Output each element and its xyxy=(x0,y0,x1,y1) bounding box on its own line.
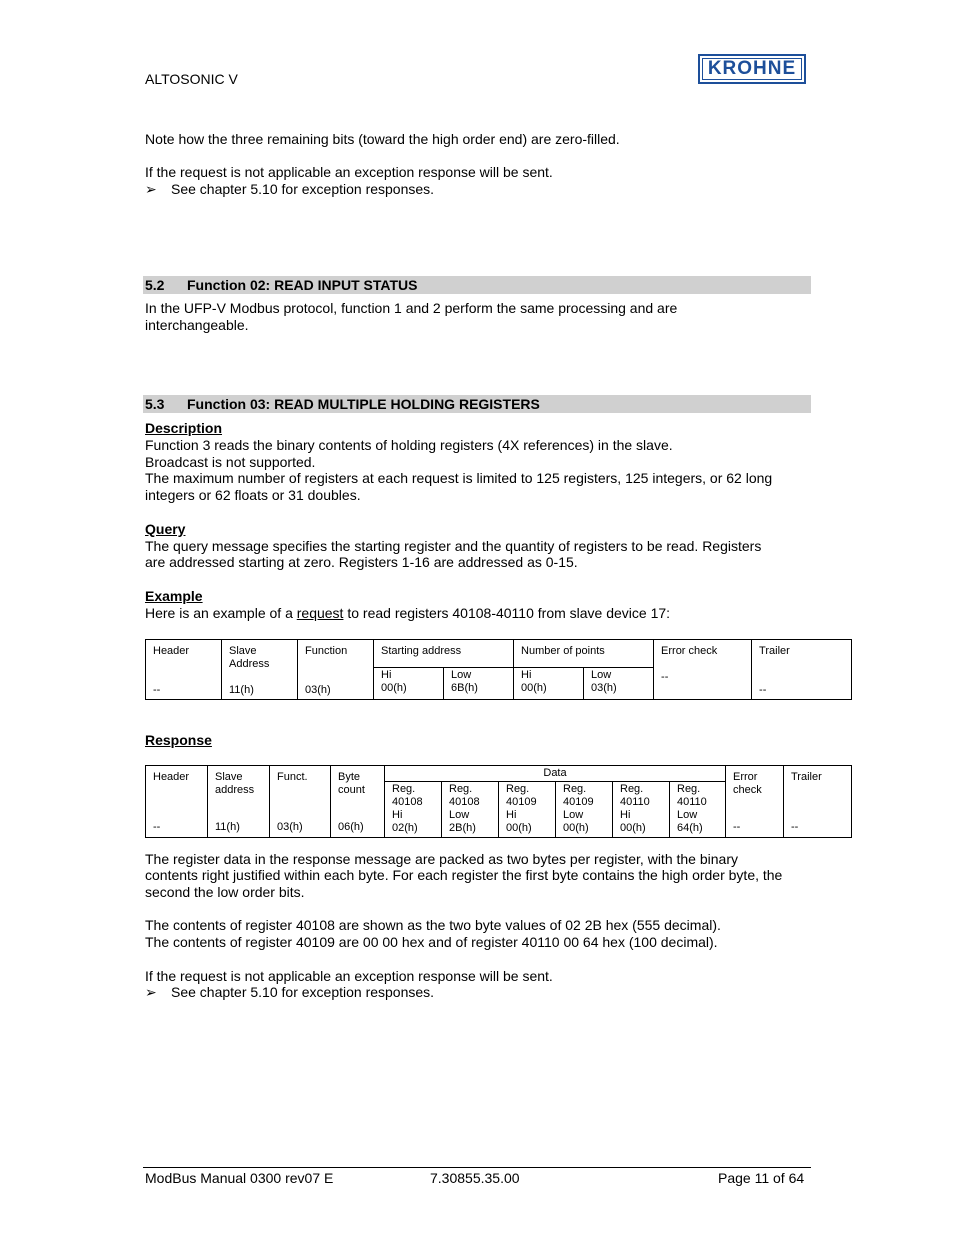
cell-label: Low xyxy=(591,669,612,681)
cell-value: 6B(h) xyxy=(451,682,478,694)
cell-value: -- xyxy=(153,684,161,696)
cell-line: 40109 xyxy=(563,796,594,808)
response-data-cell xyxy=(499,782,556,838)
cell-line: Low xyxy=(677,809,698,821)
section-5-2-line-1: In the UFP-V Modbus protocol, function 1 and 2 perform the same processing and are xyxy=(145,300,678,316)
cell-label: address xyxy=(215,784,255,796)
section-number: 5.2 xyxy=(145,277,165,293)
cell-value: -- xyxy=(759,684,767,696)
query-line-2: are addressed starting at zero. Registers 1-16 are addressed as 0-15. xyxy=(145,554,578,570)
cell-line: 64(h) xyxy=(677,822,703,834)
response-data-header-cell: Data xyxy=(385,766,726,782)
cell-label: Function xyxy=(305,645,348,657)
cell-line: Reg. xyxy=(449,783,473,795)
packing-line-3: second the low order bits. xyxy=(145,884,305,900)
contents-line-2: The contents of register 40109 are 00 00 hex and of register 40110 00 64 hex (100 decimal). xyxy=(145,934,718,950)
query-start-hi-cell xyxy=(374,668,444,700)
response-trailer-cell xyxy=(784,766,852,838)
intro-bullet-text: See chapter 5.10 for exception responses. xyxy=(171,181,435,197)
cell-label: Error check xyxy=(661,645,718,657)
document-title: ALTOSONIC V xyxy=(145,71,238,87)
query-start-low-cell xyxy=(444,668,514,700)
query-number-of-points-cell: Number of points xyxy=(514,640,654,668)
query-error-check-cell xyxy=(654,640,752,700)
section-title: Function 02: READ INPUT STATUS xyxy=(187,277,418,293)
cell-line: Low xyxy=(449,809,470,821)
cell-label: Hi xyxy=(521,669,532,681)
arrow-bullet-icon: ➢ xyxy=(145,984,157,1000)
description-line-4: integers or 62 floats or 31 doubles. xyxy=(145,487,361,503)
section-5-2-heading xyxy=(143,276,811,294)
cell-line: Low xyxy=(563,809,584,821)
cell-line: Reg. xyxy=(563,783,587,795)
cell-line: 40109 xyxy=(506,796,537,808)
response-byte-count-cell xyxy=(331,766,385,838)
request-link[interactable]: request xyxy=(296,605,344,621)
cell-label: Hi xyxy=(381,669,392,681)
response-table xyxy=(145,765,852,838)
cell-line: Reg. xyxy=(392,783,416,795)
example-text-post: to read registers 40108-40110 from slave device 17: xyxy=(343,605,671,621)
example-text-pre: Here is an example of a xyxy=(145,605,297,621)
cell-label: Trailer xyxy=(759,645,790,657)
exception-line: If the request is not applicable an exception response will be sent. xyxy=(145,968,553,984)
query-points-low-cell xyxy=(584,668,654,700)
example-heading: Example xyxy=(145,588,203,604)
cell-label: check xyxy=(733,784,762,796)
response-data-cell xyxy=(670,782,726,838)
query-trailer-cell xyxy=(752,640,852,700)
cell-label: Header xyxy=(153,645,190,657)
cell-label: Header xyxy=(153,771,190,783)
response-funct-cell xyxy=(270,766,331,838)
cell-line: 40108 xyxy=(392,796,423,808)
cell-line: 2B(h) xyxy=(449,822,476,834)
footer-page-number: Page 11 of 64 xyxy=(718,1170,805,1186)
cell-value: 00(h) xyxy=(381,682,407,694)
query-table xyxy=(145,639,852,700)
section-5-3-heading xyxy=(143,395,811,413)
intro-bullet xyxy=(145,181,434,198)
cell-value: -- xyxy=(733,821,741,833)
cell-value: 11(h) xyxy=(215,821,240,833)
krohne-logo xyxy=(698,54,806,84)
response-heading: Response xyxy=(145,732,212,748)
cell-line: 00(h) xyxy=(506,822,532,834)
cell-line: Hi xyxy=(392,809,403,821)
cell-line: 40108 xyxy=(449,796,480,808)
cell-value: 03(h) xyxy=(305,684,331,696)
arrow-bullet-icon: ➢ xyxy=(145,181,157,197)
description-line-1: Function 3 reads the binary contents of holding registers (4X references) in the slave. xyxy=(145,437,673,453)
logo-text: KROHNE xyxy=(707,58,797,79)
cell-value: 06(h) xyxy=(338,821,364,833)
footer-document-number: 7.30855.35.00 xyxy=(430,1170,520,1186)
exception-bullet xyxy=(145,984,434,1001)
cell-label: Trailer xyxy=(791,771,822,783)
cell-line: Reg. xyxy=(506,783,530,795)
cell-label: Error xyxy=(733,771,758,783)
cell-label: Funct. xyxy=(277,771,308,783)
query-starting-address-cell: Starting address xyxy=(374,640,514,668)
response-header-cell xyxy=(146,766,208,838)
query-points-hi-cell xyxy=(514,668,584,700)
packing-line-2: contents right justified within each byte. For each register the first byte contains the high order byte, the xyxy=(145,867,783,883)
response-data-cell xyxy=(385,782,442,838)
cell-line: 00(h) xyxy=(563,822,589,834)
query-heading: Query xyxy=(145,521,186,537)
cell-value: -- xyxy=(661,671,669,683)
response-data-cell xyxy=(442,782,499,838)
cell-value: 03(h) xyxy=(591,682,617,694)
cell-label: Slave xyxy=(215,771,243,783)
exception-bullet-text: See chapter 5.10 for exception responses. xyxy=(171,984,435,1000)
contents-line-1: The contents of register 40108 are shown as the two byte values of 02 2B hex (555 decimal). xyxy=(145,917,721,933)
cell-value: -- xyxy=(791,821,799,833)
cell-label: Address xyxy=(229,658,270,670)
cell-line: 40110 xyxy=(620,796,650,808)
cell-line: Reg. xyxy=(677,783,701,795)
footer-divider xyxy=(143,1167,811,1168)
response-data-cell xyxy=(613,782,670,838)
cell-value: 03(h) xyxy=(277,821,303,833)
section-5-2-line-2: interchangeable. xyxy=(145,317,249,333)
cell-value: -- xyxy=(153,821,161,833)
packing-line-1: The register data in the response message are packed as two bytes per register, with the binary xyxy=(145,851,738,867)
cell-label: count xyxy=(338,784,365,796)
cell-label: Byte xyxy=(338,771,361,783)
query-function-cell xyxy=(298,640,374,700)
description-line-2: Broadcast is not supported. xyxy=(145,454,316,470)
query-slave-cell xyxy=(222,640,298,700)
cell-line: 00(h) xyxy=(620,822,646,834)
intro-paragraph-2: If the request is not applicable an exception response will be sent. xyxy=(145,164,553,180)
cell-value: 00(h) xyxy=(521,682,547,694)
cell-line: Hi xyxy=(620,809,631,821)
cell-line: 40110 xyxy=(677,796,707,808)
section-number: 5.3 xyxy=(145,396,165,412)
description-heading: Description xyxy=(145,420,223,436)
query-line-1: The query message specifies the starting register and the quantity of registers to be read. Registers xyxy=(145,538,762,554)
cell-label: Low xyxy=(451,669,472,681)
response-error-check-cell xyxy=(726,766,784,838)
example-line xyxy=(145,605,670,622)
response-data-cell xyxy=(556,782,613,838)
cell-line: Reg. xyxy=(620,783,644,795)
section-title: Function 03: READ MULTIPLE HOLDING REGISTERS xyxy=(187,396,540,412)
cell-line: 02(h) xyxy=(392,822,418,834)
footer-document-name: ModBus Manual 0300 rev07 E xyxy=(145,1170,334,1186)
cell-label: Slave xyxy=(229,645,257,657)
description-line-3: The maximum number of registers at each request is limited to 125 registers, 125 integers, or 62 long xyxy=(145,470,773,486)
response-slave-cell xyxy=(208,766,270,838)
intro-paragraph-1: Note how the three remaining bits (toward the high order end) are zero-filled. xyxy=(145,131,620,147)
query-header-cell xyxy=(146,640,222,700)
cell-line: Hi xyxy=(506,809,517,821)
cell-value: 11(h) xyxy=(229,684,254,696)
